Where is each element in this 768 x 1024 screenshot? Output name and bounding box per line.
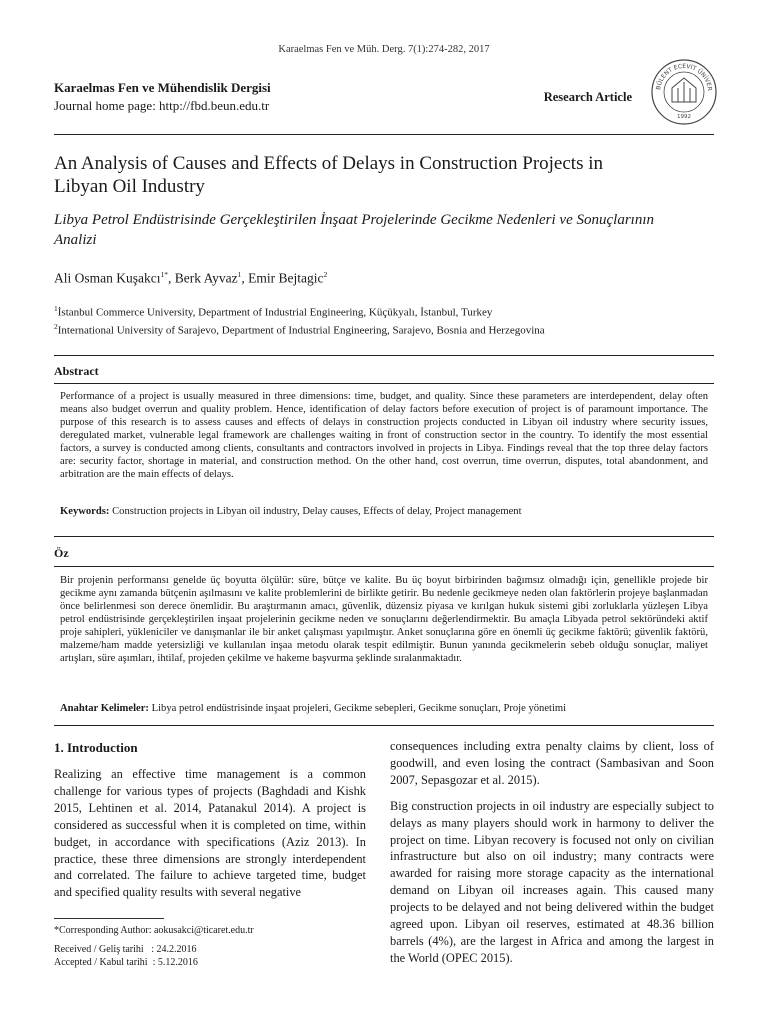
keywords-text: Construction projects in Libyan oil industry, Delay causes, Effects of delay, Project management — [112, 506, 522, 517]
university-seal — [650, 58, 718, 126]
introduction-right-column — [390, 738, 714, 967]
oz-heading-rule — [54, 566, 714, 567]
article-subtitle: Libya Petrol Endüstrisinde Gerçekleştirilen İnşaat Projelerinde Gecikme Nedenleri ve Sonuçlarının Analizi — [54, 212, 654, 248]
seal-year: 1992 — [677, 114, 691, 120]
article-title: An Analysis of Causes and Effects of Delays in Construction Projects in Libyan Oil Industry — [54, 153, 603, 197]
introduction-paragraph: Realizing an effective time management is a common challenge for various types of projects (Baghdadi and Kishk 2015, Lehtinen et al. 2014, Patanakul 2014). A project is considered as successful when it is completed on time, within budget, in accordance with specifications (Aziz 2013). In practice, these three dimensions are strongly interdependent and correlated. The failure to achieve targeted time, budget and specified quality results with several negative — [54, 767, 366, 900]
oz-body — [60, 574, 708, 665]
article-type: Research Article — [543, 90, 632, 104]
running-head: Karaelmas Fen ve Müh. Derg. 7(1):274-282, 2017 — [278, 44, 490, 55]
affiliation — [54, 322, 545, 337]
footnote — [54, 924, 366, 969]
affiliation-mark: 2 — [54, 322, 58, 331]
journal-name: Karaelmas Fen ve Mühendislik Dergisi — [54, 80, 271, 95]
abstract-top-rule — [54, 355, 714, 356]
footnote-rule — [54, 918, 164, 919]
oz-heading: Öz — [54, 546, 69, 560]
affiliation-mark: 1 — [54, 304, 58, 313]
abstract-heading: Abstract — [54, 364, 99, 378]
introduction-heading: 1. Introduction — [54, 740, 138, 755]
oz-keywords-text: Libya petrol endüstrisinde inşaat projeleri, Gecikme sebepleri, Gecikme sonuçları, Proje yönetimi — [151, 703, 567, 714]
author-mark: 2 — [323, 270, 328, 279]
author-mark: 1 — [237, 270, 242, 279]
introduction-paragraph: consequences including extra penalty claims by client, loss of goodwill, and even losing the contract (Sambasivan and Soon 2007, Sepasgozar et al. 2015). — [390, 739, 714, 787]
journal-homepage: Journal home page: http://fbd.beun.edu.tr — [54, 98, 270, 113]
introduction-paragraph: Big construction projects in oil industry are especially subject to delays as many players should work in harmony to deliver the project on time. Libyan recovery is focused not only on civilian infrastructure but also on oil industry; many contracts were awarded for raising more storage capacity as the international demand on Libyan oil increases again. This caused many projects to be delayed and not being delivered within the budget agreed upon. Libyan oil reserves, estimated at 48.36 billion barrels (4%), are the largest in Africa and among the largest in the World (OPEC 2015). — [390, 798, 714, 965]
author-name: Emir Bejtagic — [248, 270, 324, 286]
author-mark: 1* — [160, 270, 168, 279]
accepted-date: Accepted / Kabul tarihi : 5.12.2016 — [54, 957, 198, 968]
oz-text: Bir projenin performansı genelde üç boyutta ölçülür: süre, bütçe ve kalite. Bu üç boyut birbirinden bağımsız olmadığı için, genellikle projede bir gecikme aynı zamanda bütçenin aşılmasını ve kalite problemlerini de birlikte getirir. Bu nedenle gecikmeye neden olan faktörlerin projeye başlanmadan önce belirlenmesi son derece önemlidir. Bu araştırmanın amacı, güvenlik, düzensiz piyasa ve kırılgan hukuk sistemi gibi zorluklarla yüzleşen Libya petrol endüstrisinde gerçekleştirilen inşaat projelerinin gecikme neden ve sonuçlarını değerlendirmektir. Bu amaçla Libyada petrol sektöründeki aktif proje sahipleri, yükleniciler ve danışmanlar ile bir anket çalışması yapılmıştır. Anket sonuçlarına göre en önemli üç gecikme faktörü; güvenlik faktörü, malzeme/ham madde yetersizliği ve kullanılan inşaa metodu olarak tespit edilmiştir. Bunun yanında gecikmelerin sebeb olduğu sonuçlar, maliyet artışları, süre aşımları, ihtilaf, projeden çekilme ve hakeme başvurma şeklinde sıralanmaktadır. — [60, 575, 708, 664]
affiliation — [54, 304, 492, 319]
seal-text: BÜLENT ECEVİT ÜNİVER — [655, 62, 714, 92]
oz-top-rule — [54, 536, 714, 537]
corresponding-author: *Corresponding Author: aokusakci@ticaret.edu.tr — [54, 925, 254, 936]
received-date: Received / Geliş tarihi : 24.2.2016 — [54, 944, 197, 955]
oz-bottom-rule — [54, 725, 714, 726]
author-list: Ali Osman Kuşakcı$^{1*}$, Berk Ayvaz$^1$, Emir Bejtagic$^2$ — [54, 270, 328, 286]
affiliation-text: İstanbul Commerce University, Department of Industrial Engineering, Küçükyalı, İstanbul, Turkey — [57, 306, 493, 319]
abstract-text: Performance of a project is usually measured in three dimensions: time, budget, and quality. Since these parameters are interdependent, delay often means also budget overrun and quality problem. Hence, identification of delay factors before execution of project is of paramount importance. The purpose of this research is to assess causes and effects of delays in construction projects conducted in Libyan oil industry where security issues, deregulated market, vulnerable legal framework are challenges waiting in front of construction sector in the country. To identify the most essential factors, a survey is conducted among clients, consultants and contractors involved in projects in Libya. Findings reveal that the top three delay factors are: security factor, shortage in material, and construction method. On the other hand, cost overrun, time overrun, disputes, total abandonment, and arbitration are the main effects of delays. — [60, 391, 708, 480]
abstract-body — [60, 390, 708, 481]
header-rule — [54, 134, 714, 135]
affiliation-text: International University of Sarajevo, Department of Industrial Engineering, Sarajevo, Bosnia and Herzegovina — [57, 324, 545, 337]
author-name: Berk Ayvaz — [174, 270, 238, 286]
keywords-line — [60, 506, 522, 517]
abstract-heading-rule — [54, 383, 714, 384]
oz-keywords-label: Anahtar Kelimeler: — [60, 703, 149, 714]
introduction-left-column — [54, 766, 366, 901]
keywords-label: Keywords: — [60, 506, 110, 517]
author-name: Ali Osman Kuşakcı — [54, 270, 161, 286]
oz-keywords-line — [60, 703, 566, 714]
